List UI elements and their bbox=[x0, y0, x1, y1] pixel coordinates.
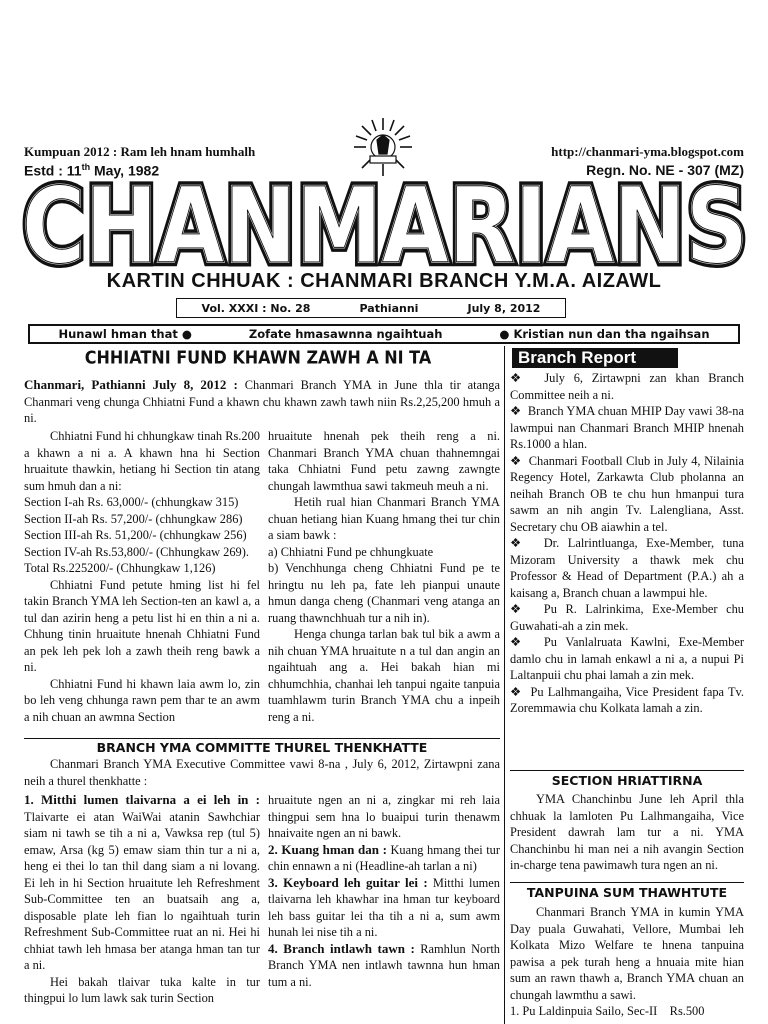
bullet-icon: ❖ bbox=[510, 602, 527, 616]
report-item: ❖ Dr. Lalrintluanga, Exe-Member, tuna Mizoram University a thawk mek chu Professor & Head of Department (P.A.) ah a kaisang a, Branch chuan a lawmpui hle. bbox=[510, 536, 745, 600]
donor-line: 1. Pu Laldinpuia Sailo, Sec-II Rs.500 bbox=[510, 1004, 705, 1018]
brand-inline: CHANMARIANS bbox=[22, 178, 748, 270]
brand-fill: CHANMARIANS bbox=[22, 178, 748, 270]
branch-report-list bbox=[510, 370, 744, 717]
motto: Kumpuan 2012 : Ram leh hnam humhalh bbox=[24, 144, 256, 159]
tagline-bar bbox=[28, 324, 740, 344]
newspaper-brand-title bbox=[18, 178, 752, 270]
brand-outline: CHANMARIANS bbox=[22, 178, 748, 270]
registration-number: Regn. No. NE - 307 (MZ) bbox=[586, 162, 744, 178]
tagline-3: ● Kristian nun dan tha ngaihsan bbox=[499, 327, 710, 341]
tagline-1: Hunawl hman that ● bbox=[58, 327, 192, 341]
report-item: ❖ Pu Lalhmangaiha, Vice President fapa Tv. Zoremmawia chu Kolkata lamah a zin. bbox=[510, 684, 744, 715]
branch-report-header: Branch Report bbox=[512, 348, 678, 368]
bullet-icon: ❖ bbox=[510, 371, 527, 385]
paragraph: YMA Chanchinbu June leh April thla chhuak la lamloten Pu Lalhmangaiha, Vice President dawrah lam tur a ni. YMA Chanchinbu hi man nei a nih avangin Section in-charge tena pawimawh tura ngen an ni. bbox=[510, 792, 744, 872]
section-total: Total Rs.225200/- (Chhungkaw 1,126) bbox=[24, 561, 216, 575]
section-line: Section II-ah Rs. 57,200/- (chhungkaw 286) bbox=[24, 511, 243, 526]
paragraph: Henga chunga tarlan bak tul bik a awm a nih chuan YMA hruaitute n a tul dan angin an ngaihtuah ang a. Hei bakah hian mi chhumchhia, chanhai leh tanpui ngaite tanpuia tuamhlawm turin Branch YMA chu a inpeih reng a ni. bbox=[268, 627, 500, 724]
section-hriattirna-body bbox=[510, 791, 744, 874]
committee-headline: BRANCH YMA COMMITTE THUREL THENKHATTE bbox=[24, 738, 500, 755]
article-lead bbox=[24, 377, 500, 427]
committee-left-column bbox=[24, 792, 260, 1007]
report-item: ❖ Branch YMA chuan MHIP Day vawi 38-na lawmpui nan Chanmari Branch MHIP hnenah Rs.1000 a hlan. bbox=[510, 404, 744, 451]
paragraph: Hetih rual hian Chanmari Branch YMA chuan hetiang hian Kuang hmang thei tur chin a siam bawk : bbox=[268, 495, 500, 542]
committee-intro bbox=[24, 756, 500, 789]
article-left-column bbox=[24, 428, 260, 725]
yma-emblem-logo bbox=[352, 116, 414, 178]
report-item: ❖ Pu R. Lalrinkima, Exe-Member chu Guwahati-ah a zin mek. bbox=[510, 602, 745, 633]
list-item: a) Chhiatni Fund pe chhungkuate bbox=[268, 544, 434, 559]
bullet-icon: ❖ bbox=[510, 536, 527, 550]
tanpuina-body bbox=[510, 904, 744, 1020]
report-item: ❖ July 6, Zirtawpni zan khan Branch Committee neih a ni. bbox=[510, 371, 744, 402]
paragraph: Chhiatni Fund petute hming list hi fel takin Branch YMA leh Section-ten an kawl a, a tul dan azirin heng a petu list hi en thin a ni a. Chhung tinin hruaitute hnenah Chhiatni Fund an pek leh pek loh a zawh theih reng bawk a ni. bbox=[24, 577, 260, 674]
bullet-icon: ❖ bbox=[510, 404, 522, 418]
report-item: ❖ Chanmari Football Club in July 4, Nilainia Regency Hotel, Zarkawta Club pholanna an neihah Branch OB te chu hun hmanpui tura sawm an nih angin Tv. Lalengliana, Asst. Secretary chu OB aiawhin a tel. bbox=[510, 453, 744, 534]
paragraph: Chhiatni Fund hi khawn laia awm lo, zin bo leh veng chhunga rawn pem thar te an awm a nih chuan an awmna Section bbox=[24, 676, 260, 724]
subtitle: KARTIN CHHUAK : CHANMARI BRANCH Y.M.A. AIZAWL bbox=[106, 270, 662, 292]
issue-info-bar bbox=[176, 298, 566, 318]
paragraph: hruaitute ngen an ni a, zingkar mi reh laia thingpui sem hna lo buaipui turin thenawm hnaivaite ngen an ni bawk. bbox=[268, 793, 500, 840]
blog-url[interactable]: http://chanmari-yma.blogspot.com bbox=[551, 144, 744, 159]
lead-text: Chanmari Branch YMA in June thla tir atanga Chanmari veng chunga Chhiatni Fund a khawn chu khawn zawh tawh niin Rs.2,25,200 hmuh a ni. bbox=[24, 378, 500, 425]
column-divider bbox=[504, 346, 505, 1024]
paragraph: Chanmari Branch YMA Executive Committee vawi 8-na , July 6, 2012, Zirtawpni zana neih a thurel thenkhatte : bbox=[24, 757, 500, 788]
committee-mid-column bbox=[268, 792, 500, 990]
report-item: ❖ Pu Vanlalruata Kawlni, Exe-Member damlo chu in lamah enkawl a ni a, a nupui Pi Laltanpuii chu phai lamah a zin mek. bbox=[510, 635, 745, 682]
section-hriattirna-headline: SECTION HRIATTIRNA bbox=[510, 770, 744, 788]
paragraph: hruaitute hnenah pek theih reng a ni. Chanmari Branch YMA chuan thahnemngai taka Chhiatni Fund petu zawng zawngte chungah lawmthua sawi takmeuh meuh a ni. bbox=[268, 429, 500, 493]
issue-day: Pathianni bbox=[359, 301, 419, 315]
committee-item-2: 2. Kuang hman dan : Kuang hmang thei tur chin ennawn a ni (Headline-ah tarlan a ni) bbox=[268, 841, 500, 873]
article-mid-column bbox=[268, 428, 500, 725]
issue-volume: Vol. XXXI : No. 28 bbox=[201, 301, 311, 315]
issue-date: July 8, 2012 bbox=[467, 301, 541, 315]
dateline: Chanmari, Pathianni July 8, 2012 : bbox=[24, 377, 238, 392]
committee-item-4: 4. Branch intlawh tawn : Ramhlun North Branch YMA nen intlawh tawnna hun hman tum a ni. bbox=[268, 940, 500, 989]
bullet-icon: ❖ bbox=[510, 453, 522, 468]
paragraph: Chhiatni Fund hi chhungkaw tinah Rs.200 a khawn a ni a. A khawn hna hi Section hruaitute thawkin, hetiang hi Section tin atang sum hmuh dan a ni: bbox=[24, 429, 260, 493]
paragraph: Chanmari Branch YMA in kumin YMA Day puala Guwahati, Vellore, Mumbai leh Kolkata Mizo Welfare te hnena tanpuina pawisa a pek turah heng a hnuaia mite hian sum an rawn thawh a, Branch YMA chuan an chungah lawmthu a sawi. bbox=[510, 905, 744, 1002]
tanpuina-headline: TANPUINA SUM THAWHTUTE bbox=[510, 882, 744, 900]
section-line: Section I-ah Rs. 63,000/- (chhungkaw 315) bbox=[24, 495, 239, 509]
committee-item-3: 3. Keyboard leh guitar lei : Mitthi lumen tlaivarna leh khawhar ina hman tur keyboard leh bass guitar lei tha tih a ni a, sum awm hunah lei nise tih a ni. bbox=[268, 874, 500, 939]
bullet-icon: ❖ bbox=[510, 635, 527, 649]
main-headline: CHHIATNI FUND KHAWN ZAWH A NI TA bbox=[84, 347, 432, 368]
section-line: Section III-ah Rs. 51,200/- (chhungkaw 256) bbox=[24, 528, 247, 542]
committee-item-1: 1. Mitthi lumen tlaivarna a ei leh in : Tlaivarte ei atan WaiWai atanin Sawhchiar siam ni tawh se tih a ni a, Vawksa rep (tul 5) emaw, Arsa (kg 5) emaw siam thin tur a ni a, heng ei thei lo tan thil dang siam a ni lovang. Ei leh in hi Section hruaitute leh Refreshment Sub-Committee ten an buatsaih ang a, disposable plate leh fian lo ngaihtuah turin Refreshment Sub-Committee ruat an ni. Hei hi chhiat tawh leh hmasa ber atanga hman tan tur a ni. bbox=[24, 792, 260, 972]
established-date: Estd : 11th May, 1982 bbox=[24, 162, 160, 179]
bullet-icon: ❖ bbox=[510, 684, 523, 699]
list-item: b) Venchhunga cheng Chhiatni Fund pe te hringtu nu leh pa, fate leh pianpui unaute hmun danga cheng (Chanmari veng atanga an ruang thawnchhuah tur a nih in). bbox=[268, 561, 500, 625]
tagline-2: Zofate hmasawnna ngaihtuah bbox=[248, 327, 443, 341]
paragraph: Hei bakah tlaivar tuka kalte in tur thingpui lo lum lawk sak turin Section bbox=[24, 974, 260, 1005]
section-line: Section IV-ah Rs.53,800/- (Chhungkaw 269). bbox=[24, 544, 249, 559]
